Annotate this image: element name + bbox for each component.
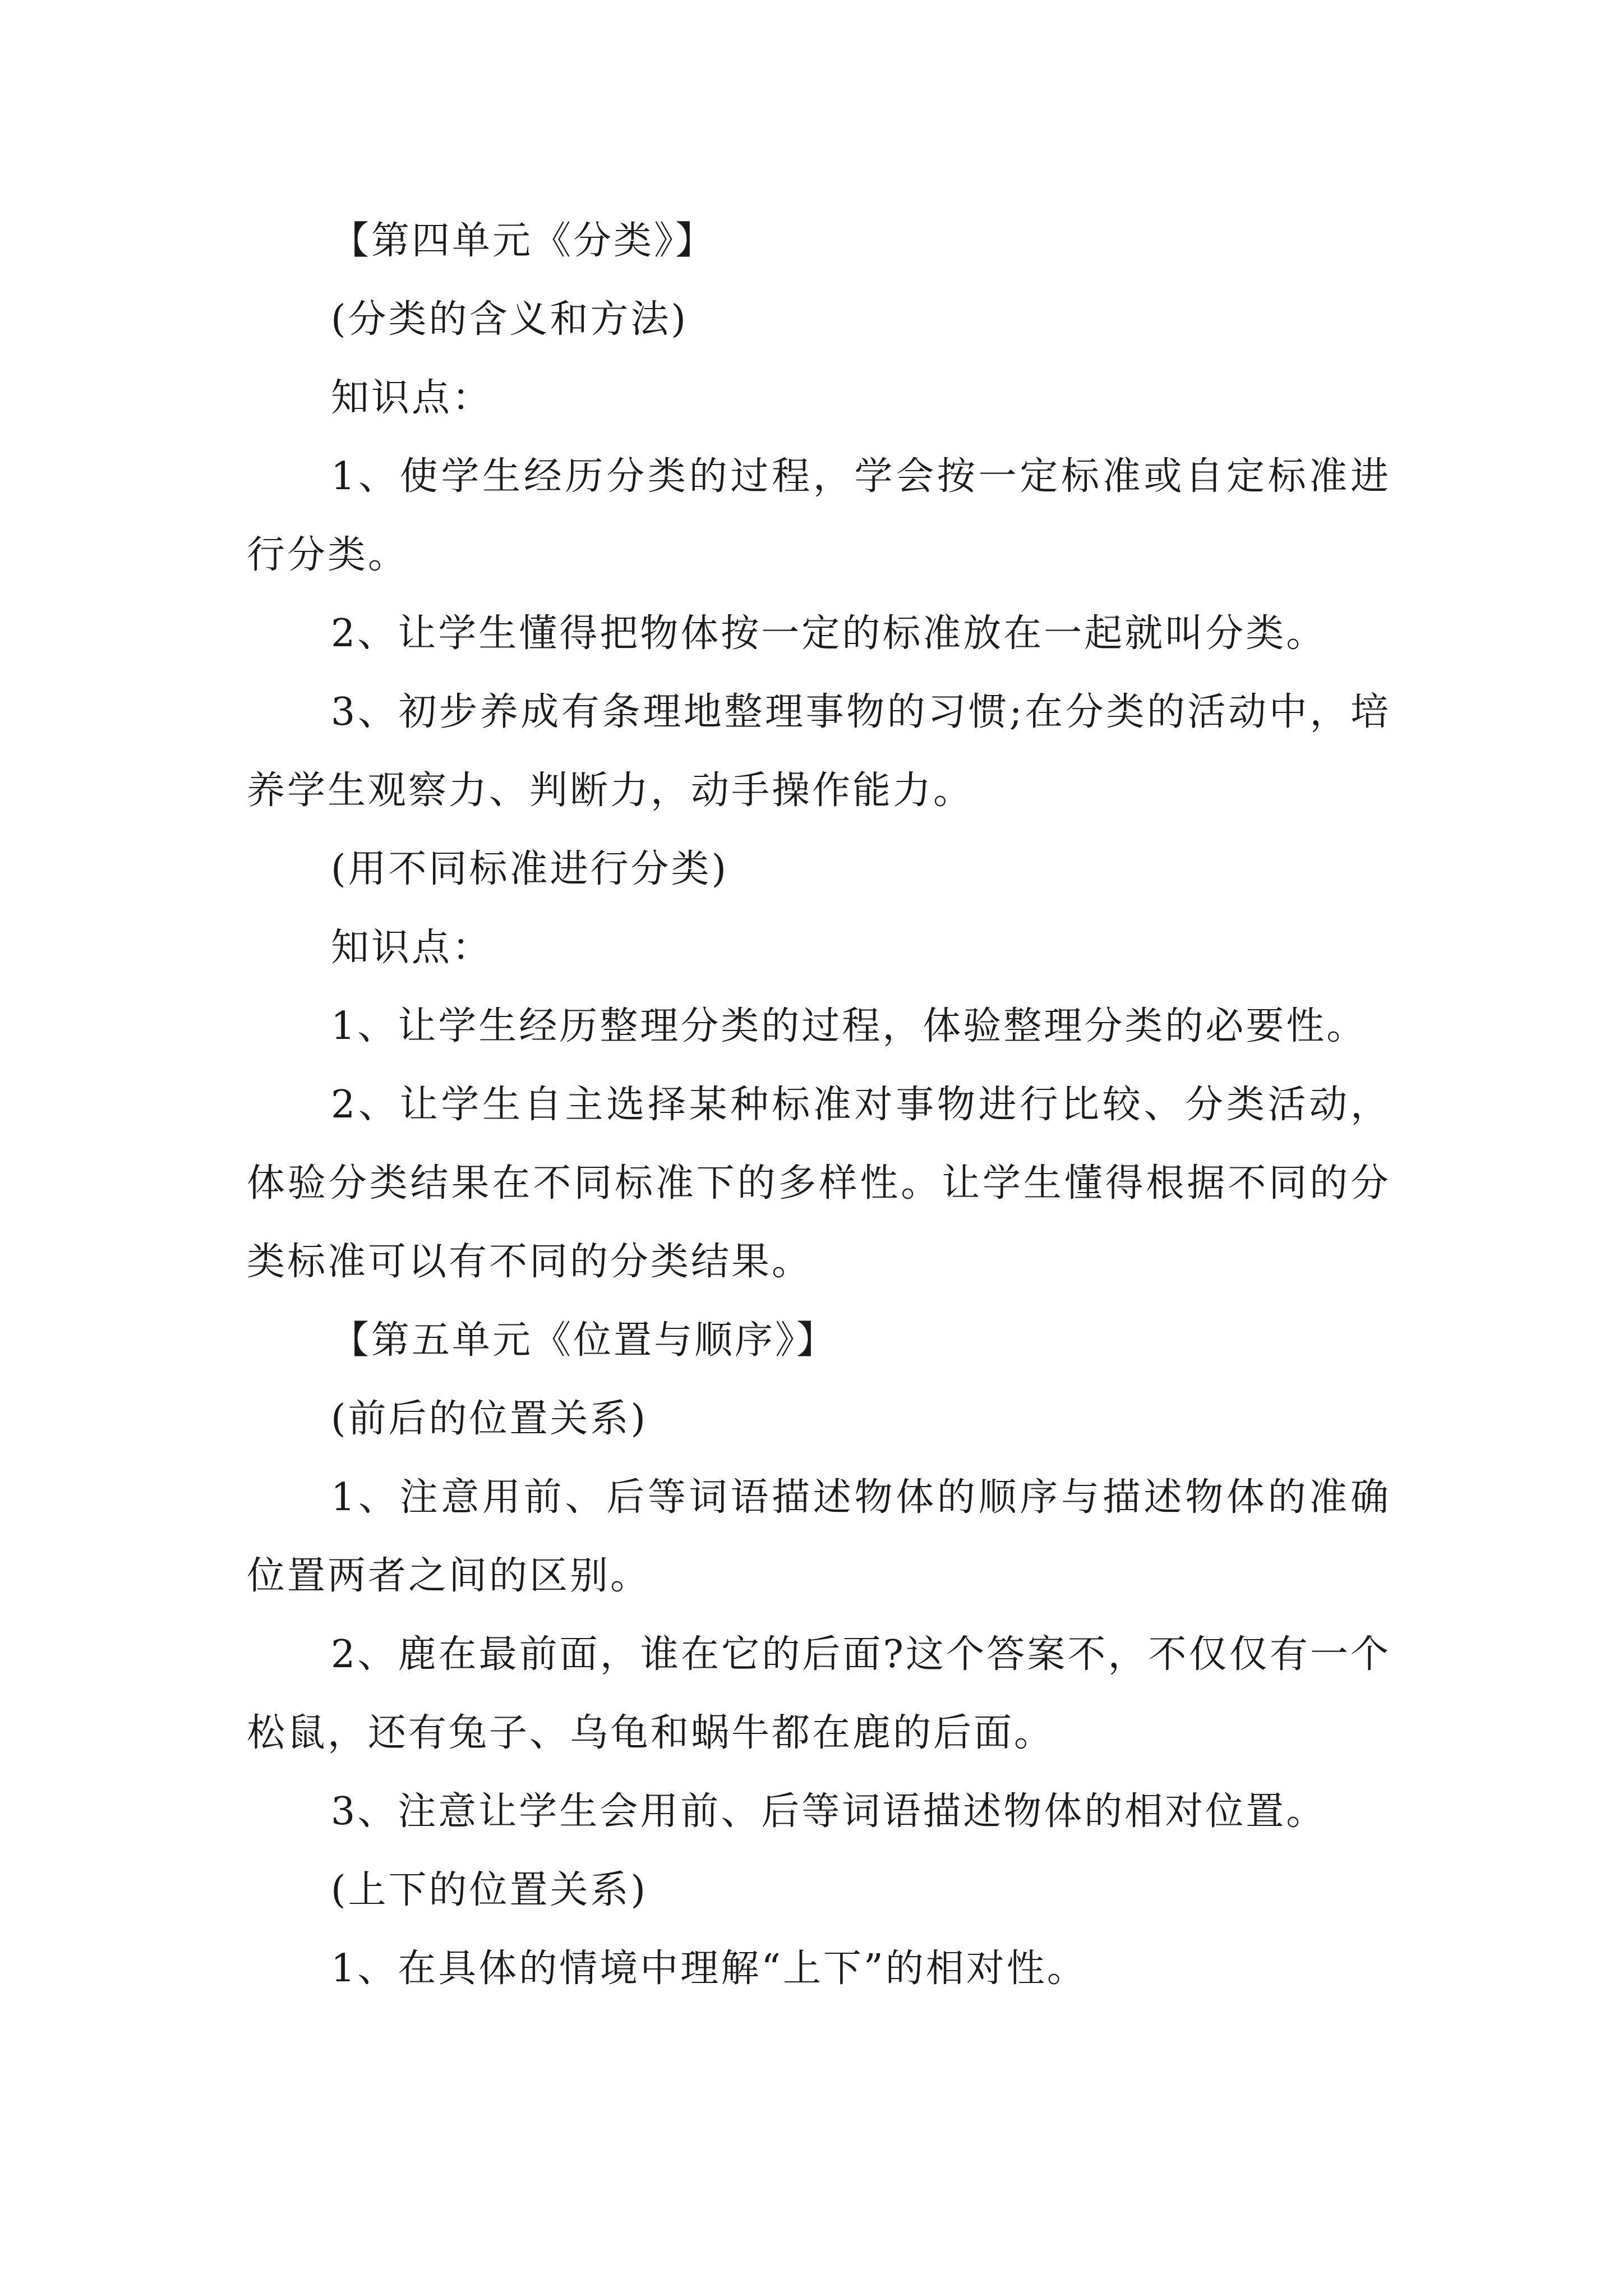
paragraph: 2、鹿在最前面，谁在它的后面?这个答案不，不仅仅有一个松鼠，还有兔子、乌龟和蜗牛都在鹿的后面。: [247, 1632, 1391, 1755]
section-heading: (上下的位置关系): [331, 1868, 648, 1912]
paragraph: 1、使学生经历分类的过程，学会按一定标准或自定标准进行分类。: [247, 454, 1391, 577]
paragraph: 1、在具体的情境中理解“上下”的相对性。: [331, 1947, 1087, 1991]
section-heading: (前后的位置关系): [331, 1397, 648, 1441]
paragraph: 3、初步养成有条理地整理事物的习惯;在分类的活动中，培养学生观察力、判断力，动手操作能力。: [247, 690, 1391, 813]
paragraph: 3、注意让学生会用前、后等词语描述物体的相对位置。: [331, 1789, 1327, 1834]
unit-five-heading: 【第五单元《位置与顺序》】: [331, 1318, 837, 1363]
paragraph: 2、让学生自主选择某种标准对事物进行比较、分类活动，体验分类结果在不同标准下的多样性。让学生懂得根据不同的分类标准可以有不同的分类结果。: [247, 1083, 1391, 1284]
paragraph: 1、让学生经历整理分类的过程，体验整理分类的必要性。: [331, 1004, 1367, 1048]
section-heading: (分类的含义和方法): [331, 297, 689, 342]
knowledge-label: 知识点：: [331, 376, 493, 420]
document-body: [247, 202, 1391, 2008]
knowledge-label: 知识点：: [331, 926, 493, 970]
paragraph: 2、让学生懂得把物体按一定的标准放在一起就叫分类。: [331, 611, 1327, 656]
section-heading: (用不同标准进行分类): [331, 847, 729, 891]
paragraph: 1、注意用前、后等词语描述物体的顺序与描述物体的准确位置两者之间的区别。: [247, 1475, 1391, 1598]
unit-four-heading: 【第四单元《分类》】: [331, 219, 716, 263]
